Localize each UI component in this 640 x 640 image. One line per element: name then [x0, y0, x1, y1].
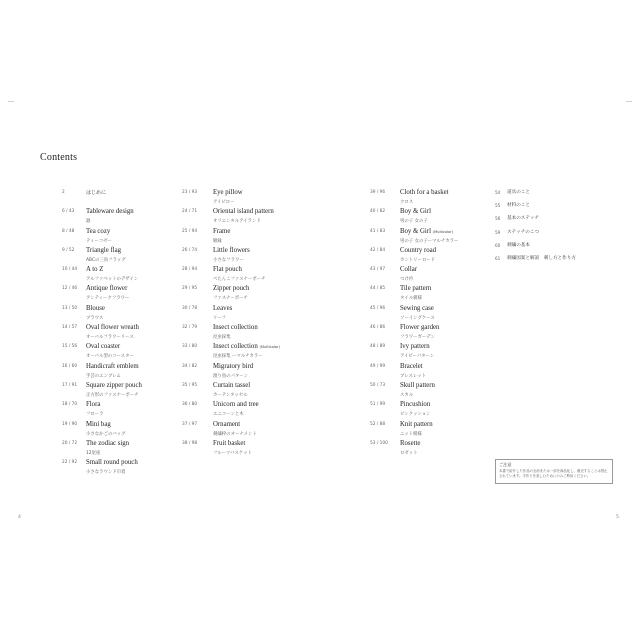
page-number: 55 — [495, 203, 501, 209]
entry-title-en-text: Frame — [213, 227, 231, 235]
intro-entry[interactable] — [62, 189, 177, 208]
page-number: 49 / 99 — [370, 363, 386, 369]
entry-title-en-text: Insect collection — [213, 343, 258, 351]
entry-title-en — [213, 189, 243, 196]
entry-title-ja: 刺繍枠のオーナメント — [213, 431, 257, 437]
contents-entry[interactable] — [62, 208, 177, 227]
page-number: 50 / 73 — [370, 382, 386, 388]
contents-entry[interactable] — [370, 440, 490, 459]
entry-title-en-text: Rosette — [400, 439, 421, 447]
entry-title-en-text: Migratory bird — [213, 362, 254, 370]
entry-title-en-text: Ornament — [213, 420, 241, 428]
page-number: 17 / 91 — [62, 382, 78, 388]
contents-entry[interactable] — [182, 305, 347, 324]
contents-entry[interactable] — [370, 247, 490, 266]
page-number: 20 / 72 — [62, 440, 78, 446]
entry-title-ja: ABCの三角フラッグ — [86, 257, 126, 263]
entry-title-en — [400, 421, 433, 428]
entry-title-en-text: Antique flower — [86, 285, 128, 293]
entry-title-ja: 正方形のファスナーポーチ — [86, 392, 139, 398]
page-number: 28 / 94 — [182, 267, 198, 273]
contents-entry[interactable] — [62, 247, 177, 266]
page-number: 2 — [62, 190, 65, 195]
page-number: 33 / 80 — [182, 344, 198, 350]
page-number: 52 / 88 — [370, 421, 386, 427]
entry-title-en — [86, 208, 134, 215]
page-number: 8 / 48 — [62, 228, 75, 234]
contents-entry[interactable] — [495, 215, 615, 228]
entry-title-en — [400, 228, 453, 235]
entry-title-en-text: Leaves — [213, 304, 233, 312]
page-number: 35 / 95 — [182, 382, 198, 388]
entry-title-ja: ティーコゼー — [86, 238, 112, 244]
entry-title-ja: 基本のステッチ — [507, 216, 540, 222]
entry-title-en-text: Blouse — [86, 304, 105, 312]
entry-title-ja: オーバル型のコースター — [86, 354, 134, 360]
entry-title-en-text: The zodiac sign — [86, 439, 130, 447]
entry-title-en — [213, 266, 242, 273]
contents-entry[interactable] — [182, 324, 347, 343]
page-number: 15 / 56 — [62, 344, 78, 350]
contents-entry[interactable] — [370, 401, 490, 420]
page-number: 36 / 80 — [182, 402, 198, 408]
entry-title-en-text: Small round pouch — [86, 459, 138, 467]
entry-title-en — [400, 440, 420, 447]
page-number: 26 / 74 — [182, 247, 198, 253]
page-number: 41 / 83 — [370, 228, 386, 234]
entry-title-en-text: Flat pouch — [213, 266, 242, 274]
entry-title-en-text: Pincushion — [400, 401, 431, 409]
entry-title-ja: 小さなラウンド巾着 — [86, 470, 126, 476]
entry-title-en-text: Oval coaster — [86, 343, 121, 351]
entry-title-ja: ぺたんこファスナーポーチ — [213, 277, 266, 283]
contents-column-2 — [182, 189, 347, 459]
contents-entry[interactable] — [182, 208, 347, 227]
contents-entry[interactable] — [495, 242, 615, 255]
contents-entry[interactable] — [370, 228, 490, 247]
entry-title-ja: ユニコーンと木 — [213, 412, 244, 418]
entry-title-ja: リーフ — [213, 315, 226, 321]
page-number: 30 / 78 — [182, 305, 198, 311]
page-number: 16 / 60 — [62, 363, 78, 369]
entry-title-en — [213, 208, 274, 215]
entry-title-ja: はじめに — [86, 190, 107, 196]
entry-title-ja: 小さなフラワー — [213, 257, 244, 263]
entry-title-en — [213, 324, 258, 331]
entry-title-en — [86, 305, 105, 312]
entry-title-en — [86, 285, 127, 292]
contents-entry[interactable] — [370, 324, 490, 343]
entry-title-ja: ロゼット — [400, 450, 418, 456]
fold-mark-right — [626, 101, 632, 102]
entry-title-en-text: Boy & Girl — [400, 227, 431, 235]
page-number: 60 — [495, 242, 501, 248]
contents-entry[interactable] — [62, 266, 177, 285]
entry-title-en-text: Little flowers — [213, 246, 250, 254]
entry-title-en — [400, 343, 430, 350]
entry-title-en-text: Triangle flag — [86, 246, 122, 254]
page-number: 25 / 94 — [182, 228, 198, 234]
entry-title-en — [213, 305, 232, 312]
entry-title-en — [86, 343, 120, 350]
entry-title-en — [213, 401, 259, 408]
page-number: 45 / 96 — [370, 305, 386, 311]
entry-title-en — [400, 401, 430, 408]
contents-entry[interactable] — [495, 189, 615, 202]
entry-title-ja: オーバルフラワーリース — [86, 335, 134, 341]
entry-title-en-text: Ivy pattern — [400, 343, 430, 351]
entry-title-ja: スカル — [400, 392, 414, 398]
contents-entry[interactable] — [182, 440, 347, 459]
page-number: 59 — [495, 229, 501, 235]
entry-title-ja: 道具のこと — [507, 190, 530, 195]
entry-title-en-text: Skull pattern — [400, 381, 435, 389]
contents-entry[interactable] — [182, 189, 347, 208]
entry-title-en-text: Tile pattern — [400, 285, 432, 293]
entry-title-en-text: Country road — [400, 246, 437, 254]
entry-title-ja: 男の子 女の子 — [400, 219, 428, 225]
contents-entry[interactable] — [182, 382, 347, 401]
entry-title-en — [400, 247, 436, 254]
entry-title-ja: ソーイングケース — [400, 315, 435, 321]
page-number: 42 / 84 — [370, 247, 386, 253]
entry-title-en-note: (Multicolor) — [432, 229, 454, 234]
entry-title-ja: 手芸のエンブレム — [86, 373, 121, 379]
entry-title-en — [400, 363, 423, 370]
entry-title-en-text: Unicorn and tree — [213, 401, 259, 409]
entry-title-ja: ステッチのこつ — [507, 229, 539, 235]
page-number: 23 / 93 — [182, 190, 198, 195]
entry-title-ja: ファスナーポーチ — [213, 296, 248, 302]
contents-entry[interactable] — [62, 459, 177, 478]
entry-title-en-text: A to Z — [86, 266, 104, 274]
entry-title-ja: アイピロー — [213, 200, 235, 205]
page-number: 32 / 79 — [182, 325, 198, 331]
entry-title-ja: ブラウス — [86, 315, 104, 321]
page-number: 12 / 46 — [62, 286, 78, 292]
contents-entry[interactable] — [182, 228, 347, 247]
entry-title-ja: ブレスレット — [400, 373, 426, 379]
entry-title-en — [400, 324, 439, 331]
contents-entry[interactable] — [495, 229, 615, 242]
page-number: 54 — [495, 190, 501, 195]
entry-title-en — [400, 189, 449, 196]
entry-title-ja: ニット模様 — [400, 431, 422, 437]
entry-title-ja: クロス — [400, 200, 414, 205]
contents-entry[interactable] — [182, 266, 347, 285]
entry-title-en — [86, 382, 142, 389]
entry-title-ja: ピンクッション — [400, 412, 431, 418]
entry-title-en-text: Knit pattern — [400, 420, 433, 428]
entry-title-en-text: Eye pillow — [213, 189, 243, 196]
page-number: 19 / 90 — [62, 421, 78, 427]
contents-column-4 — [495, 189, 615, 268]
entry-title-en — [213, 285, 249, 292]
page-number: 9 / 52 — [62, 247, 75, 253]
page-folio-right: 5 — [616, 515, 619, 520]
entry-title-ja: アルファベットのデザイン — [86, 277, 139, 283]
entry-title-en — [400, 266, 417, 273]
contents-entry[interactable] — [182, 421, 347, 440]
contents-entry[interactable] — [370, 421, 490, 440]
entry-title-en — [86, 324, 139, 331]
contents-entry[interactable] — [182, 285, 347, 304]
page-number: 22 / 92 — [62, 460, 78, 466]
page-number: 18 / 70 — [62, 402, 78, 408]
entry-title-en — [86, 421, 111, 428]
contents-column-3 — [370, 189, 490, 459]
entry-title-ja: 昆虫採集 ーマルチカラー — [213, 354, 263, 360]
page-number: 40 / 82 — [370, 209, 386, 215]
entry-title-ja: 小さなかごのバッグ — [86, 431, 126, 437]
entry-title-en-text: Fruit basket — [213, 439, 246, 447]
contents-entry[interactable] — [495, 255, 615, 268]
page-number: 34 / 82 — [182, 363, 198, 369]
contents-entry[interactable] — [62, 305, 177, 324]
contents-entry[interactable] — [62, 401, 177, 420]
page-number: 10 / 44 — [62, 267, 78, 273]
fold-mark-left — [8, 101, 14, 102]
page-title: Contents — [40, 152, 78, 163]
entry-title-ja: フルーツバスケット — [213, 450, 252, 456]
contents-entry[interactable] — [62, 343, 177, 362]
entry-title-ja: タイル模様 — [400, 296, 422, 302]
notice-title: ご注意 — [499, 462, 512, 467]
entry-title-en — [213, 247, 250, 254]
entry-title-en-text: Collar — [400, 266, 417, 274]
entry-title-en-text: Sewing case — [400, 304, 434, 312]
entry-title-ja: 12星座 — [86, 450, 101, 456]
contents-entry[interactable] — [62, 285, 177, 304]
entry-title-ja: フラワーガーデン — [400, 335, 435, 341]
contents-entry[interactable] — [62, 324, 177, 343]
entry-title-en — [213, 440, 245, 447]
entry-title-en — [86, 228, 110, 235]
entry-title-en — [400, 285, 431, 292]
entry-title-ja: アイビーパターン — [400, 354, 435, 360]
notice-text: 本書で紹介した作品の全部または一部を商品化し、販売することは禁止されています。手作りを楽しむためにのみご利用ください。 — [499, 469, 608, 478]
entry-title-en — [86, 459, 138, 466]
page-number: 6 / 43 — [62, 209, 75, 215]
entry-title-en — [213, 363, 253, 370]
entry-title-en — [86, 363, 139, 370]
entry-title-en-text: Curtain tassel — [213, 381, 251, 389]
page-number: 44 / 85 — [370, 286, 386, 292]
contents-entry[interactable] — [62, 382, 177, 401]
contents-entry[interactable] — [182, 401, 347, 420]
page-number: 38 / 98 — [182, 440, 198, 446]
notice-box — [495, 459, 613, 484]
entry-title-en-text: Mini bag — [86, 420, 111, 428]
page-folio-left: 4 — [18, 515, 21, 520]
contents-entry[interactable] — [370, 305, 490, 324]
entry-title-en — [213, 421, 240, 428]
contents-entry[interactable] — [370, 189, 490, 208]
entry-title-en — [86, 247, 121, 254]
entry-title-ja: フローラ — [86, 412, 104, 418]
entry-title-en — [86, 440, 129, 447]
contents-entry[interactable] — [62, 440, 177, 459]
entry-title-en-text: Handicraft emblem — [86, 362, 139, 370]
entry-title-en-text: Tea cozy — [86, 227, 111, 235]
entry-title-ja: オリエンタルアイランド — [213, 219, 261, 225]
entry-title-en-note: (Multicolor) — [259, 345, 280, 350]
entry-title-en-text: Oval flower wreath — [86, 324, 139, 332]
entry-title-en-text: Cloth for a basket — [400, 189, 449, 196]
page-number: 51 / 99 — [370, 402, 386, 408]
page-number: 48 / 89 — [370, 344, 386, 350]
entry-title-en-text: Oriental island pattern — [213, 208, 274, 216]
entry-title-ja: 男の子 女の子ーマルチカラー — [400, 238, 459, 244]
entry-title-ja: 昆虫採集 — [213, 335, 231, 341]
contents-entry[interactable] — [370, 343, 490, 362]
page-number: 61 — [495, 255, 501, 261]
entry-title-en — [86, 266, 103, 273]
page-number: 39 / 96 — [370, 190, 386, 195]
entry-title-en-text: Tableware design — [86, 208, 134, 216]
page-number: 53 / 100 — [370, 440, 388, 446]
page-number: 14 / 57 — [62, 325, 78, 331]
entry-title-en-text: Flower garden — [400, 324, 440, 332]
entry-title-ja: 刺繍図案と解説 刺し方と作り方 — [507, 255, 576, 261]
entry-title-ja: 額縁 — [213, 238, 222, 244]
entry-title-en-text: Boy & Girl — [400, 208, 431, 216]
entry-title-en — [213, 343, 280, 350]
contents-entry[interactable] — [370, 285, 490, 304]
contents-entry[interactable] — [182, 363, 347, 382]
contents-entry[interactable] — [62, 421, 177, 440]
page-number: 13 / 50 — [62, 305, 78, 311]
contents-entry[interactable] — [370, 382, 490, 401]
contents-entry[interactable] — [370, 363, 490, 382]
entry-title-en — [213, 228, 230, 235]
contents-entry[interactable] — [62, 228, 177, 247]
entry-title-ja: 器 — [86, 219, 91, 225]
contents-entry[interactable] — [370, 266, 490, 285]
page-number: 24 / 71 — [182, 209, 198, 215]
entry-title-ja: アンティークフラワー — [86, 296, 130, 302]
entry-title-en — [86, 401, 100, 408]
entry-title-ja: 刺繍の基本 — [507, 242, 530, 248]
entry-title-en-text: Zipper pouch — [213, 285, 250, 293]
contents-entry[interactable] — [370, 208, 490, 227]
entry-title-en-text: Insect collection — [213, 324, 258, 332]
page-number: 43 / 97 — [370, 267, 386, 273]
contents-entry[interactable] — [495, 202, 615, 215]
contents-entry[interactable] — [182, 247, 347, 266]
entry-title-ja: 渡り鳥のパターン — [213, 373, 249, 379]
entry-title-en — [400, 382, 435, 389]
entry-title-en-text: Square zipper pouch — [86, 381, 142, 389]
entry-title-en — [400, 305, 434, 312]
page-number: 56 — [495, 216, 501, 222]
entry-title-ja: つけ衿 — [400, 277, 414, 283]
entry-title-ja: 材料のこと — [507, 203, 530, 209]
entry-title-en — [400, 208, 431, 215]
contents-entry[interactable] — [62, 363, 177, 382]
entry-title-en-text: Bracelet — [400, 362, 423, 370]
contents-entry[interactable] — [182, 343, 347, 362]
page-number: 46 / 86 — [370, 325, 386, 331]
entry-title-en — [213, 382, 250, 389]
entry-title-en-text: Flora — [86, 401, 101, 409]
page-number: 29 / 95 — [182, 286, 198, 292]
entry-title-ja: カントリーロード — [400, 257, 436, 263]
contents-column-1 — [62, 189, 177, 478]
page-number: 37 / 97 — [182, 421, 198, 427]
entry-title-ja: カーテンタッセル — [213, 392, 248, 398]
